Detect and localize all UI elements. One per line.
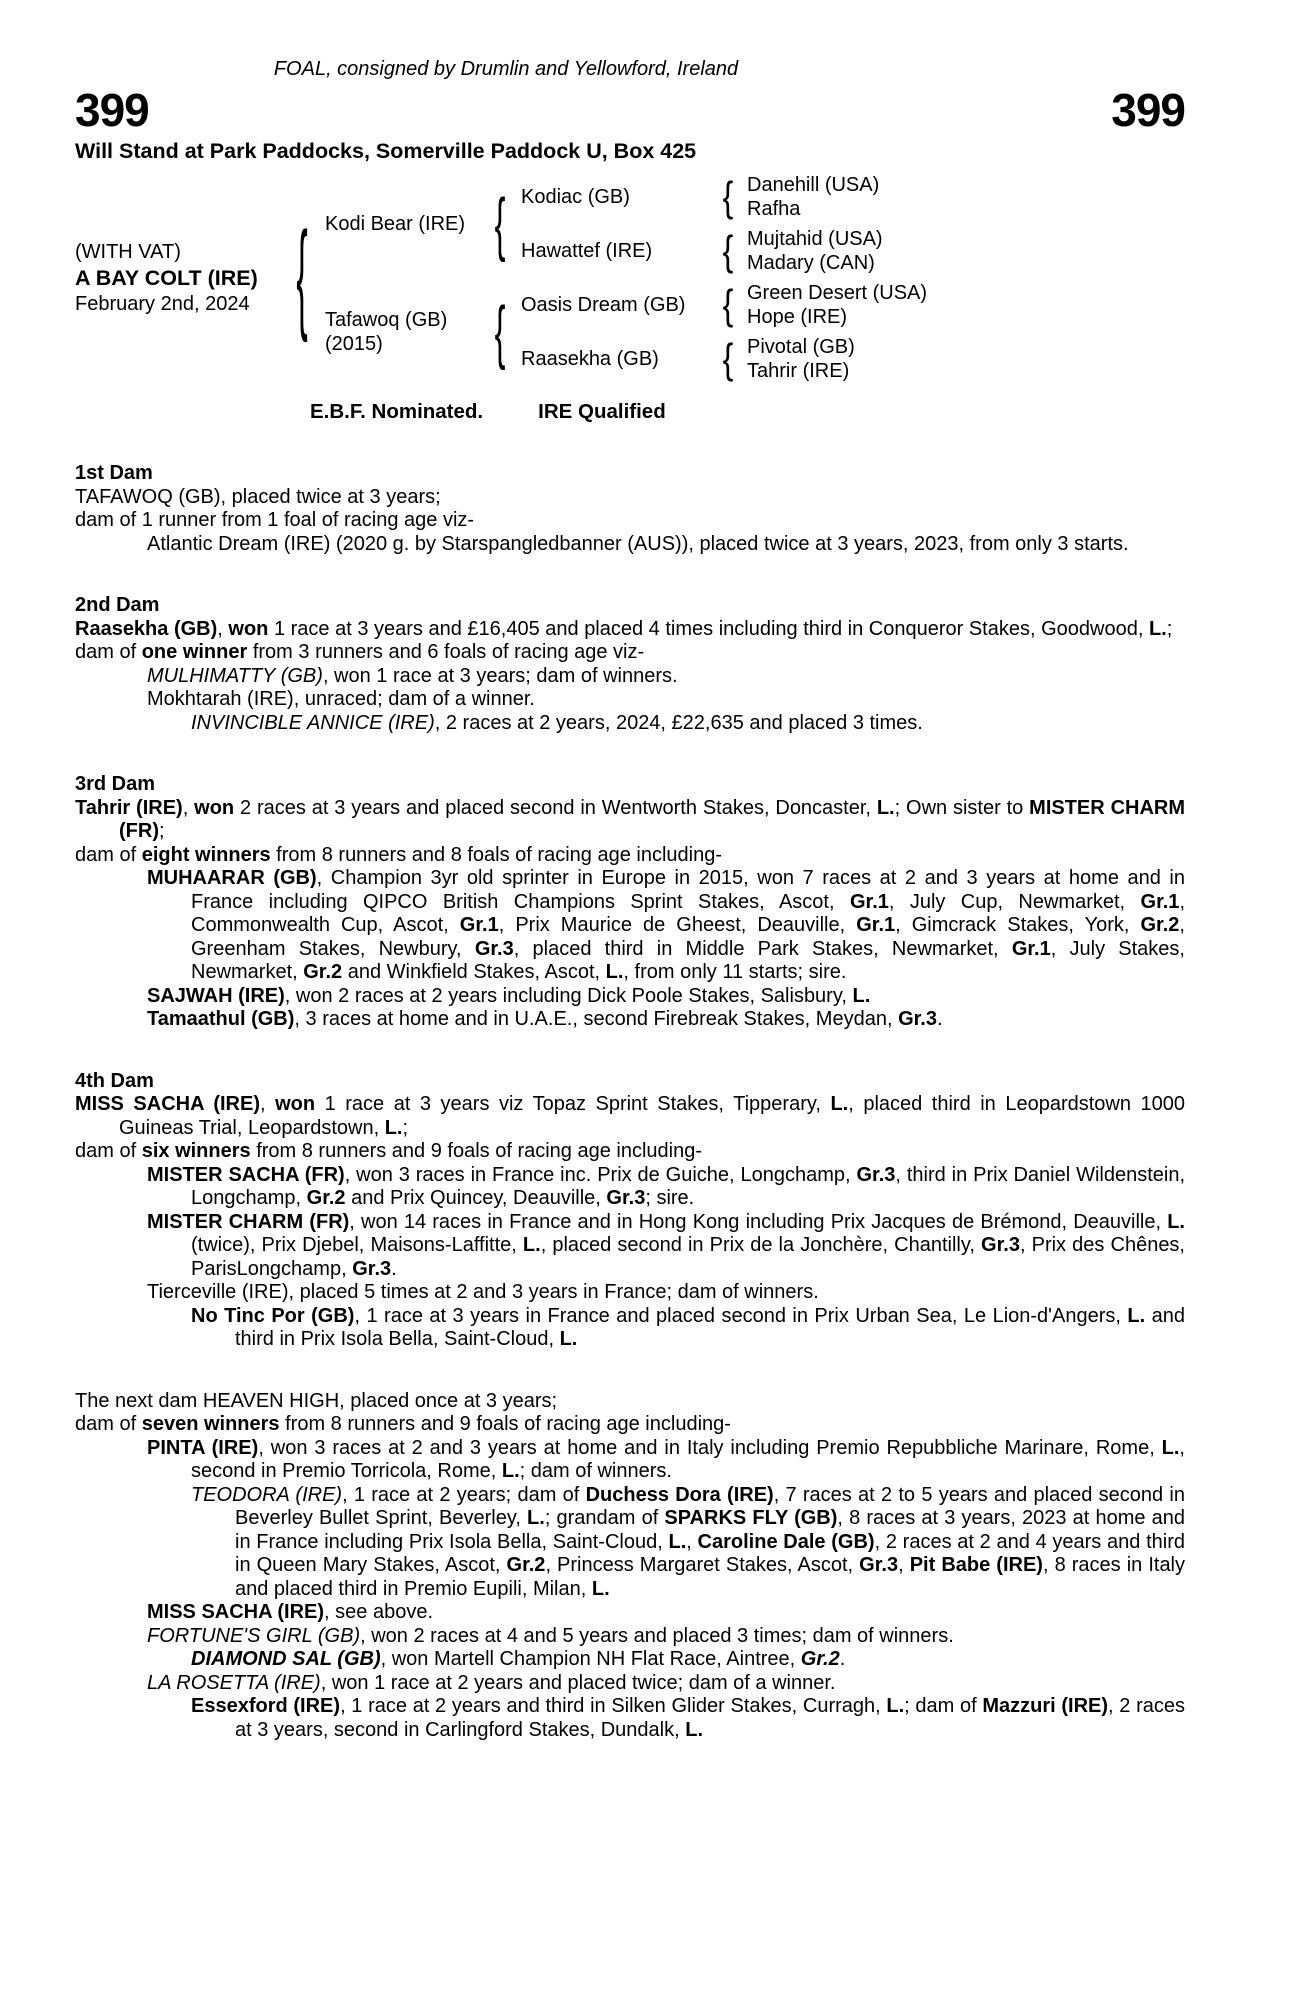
text-segment: won	[228, 617, 269, 640]
text-segment: Gr.1	[459, 914, 499, 936]
text-segment: ; Own sister to	[894, 796, 1030, 819]
catalog-paragraph	[75, 1625, 1185, 1649]
catalog-paragraph	[75, 797, 1185, 844]
text-segment: SAJWAH (IRE)	[147, 984, 285, 1007]
vat-note: (WITH VAT)	[75, 241, 181, 263]
text-segment: MULHIMATTY (GB)	[147, 664, 323, 687]
text-segment: , Gimcrack Stakes, York,	[895, 914, 1141, 936]
sire-dam-branch	[521, 224, 883, 278]
text-segment: .	[839, 1648, 846, 1670]
text-segment: L.	[852, 984, 871, 1007]
ebf-nominated-label: E.B.F. Nominated.	[310, 400, 484, 423]
text-segment: ,	[217, 617, 229, 640]
stand-line: Will Stand at Park Paddocks, Somerville Paddock U, Box 425	[75, 139, 697, 163]
text-segment: L.	[384, 1116, 403, 1139]
text-segment: won	[275, 1093, 316, 1115]
text-segment: , third in Prix Daniel Wildenstein, Longchamp,	[191, 1163, 1185, 1209]
text-segment: Gr.2	[800, 1648, 840, 1670]
text-segment: Gr.1	[1140, 890, 1180, 913]
text-segment: INVINCIBLE ANNICE (IRE)	[191, 711, 435, 734]
ped-name-dam-sire: Oasis Dream (GB)	[521, 293, 686, 316]
text-segment: L.	[1148, 617, 1167, 640]
text-segment: L.	[1127, 1304, 1146, 1327]
text-segment: , 1 race at 3 years in France and placed second in Prix Urban Sea, Le Lion-d'Angers,	[354, 1304, 1128, 1327]
ped-name-dam-sire-sire: Green Desert (USA)	[747, 282, 928, 304]
text-segment: L.	[605, 961, 624, 983]
dam-heading: 2nd Dam	[75, 594, 160, 616]
text-segment: MISTER SACHA (FR)	[147, 1163, 345, 1186]
text-segment: MISS SACHA (IRE)	[147, 1601, 325, 1623]
dam-section	[75, 1070, 1185, 1352]
catalog-paragraph	[75, 688, 1185, 712]
text-segment: Gr.3	[352, 1257, 392, 1280]
catalog-paragraph	[75, 1672, 1185, 1696]
text-segment: , July Stakes, Newmarket,	[191, 937, 1185, 983]
text-segment: L.	[522, 1234, 541, 1256]
catalog-paragraph	[75, 1601, 1185, 1625]
text-segment: , see above.	[324, 1601, 434, 1623]
pedigree-subject	[75, 239, 289, 317]
ped-name-sire: Kodi Bear (IRE)	[325, 213, 466, 235]
catalog-paragraph	[75, 641, 1185, 665]
pedigree-brace: {	[722, 280, 734, 328]
text-segment: and Winkfield Stakes, Ascot,	[342, 961, 606, 983]
text-segment: 1 race at 3 years viz Topaz Sprint Stakes, Tipperary,	[315, 1093, 831, 1115]
ire-qualified-label: IRE Qualified	[538, 400, 666, 423]
text-segment: Gr.3	[474, 937, 514, 960]
text-segment: Gr.1	[1011, 937, 1051, 960]
text-segment: MUHAARAR (GB)	[147, 867, 317, 889]
text-segment: , July Cup, Newmarket,	[888, 890, 1141, 913]
text-segment: , won Martell Champion NH Flat Race, Aintree,	[380, 1648, 801, 1670]
text-segment: L.	[559, 1328, 578, 1350]
text-segment: L.	[886, 1695, 905, 1717]
lot-row	[75, 84, 1185, 136]
text-segment: Gr.2	[1140, 914, 1180, 936]
catalog-paragraph	[75, 1093, 1185, 1140]
catalog-paragraph	[75, 1008, 1185, 1032]
catalog-paragraph	[75, 486, 1185, 510]
text-segment: from 8 runners and 9 foals of racing age including-	[279, 1413, 731, 1435]
ped-name-sire-sire-dam: Rafha	[747, 198, 801, 220]
text-segment: ,	[686, 1530, 698, 1553]
text-segment: , second in Premio Torricola, Rome,	[191, 1436, 1185, 1482]
text-segment: L.	[1167, 1210, 1185, 1233]
text-segment: , 1 race at 2 years and third in Silken Glider Stakes, Curragh,	[340, 1695, 887, 1717]
catalog-paragraph	[75, 844, 1185, 868]
text-segment: won	[194, 796, 235, 819]
ped-name-sire-sire: Kodiac (GB)	[521, 185, 630, 208]
ped-dam-year: (2015)	[325, 333, 383, 355]
text-segment: one winner	[141, 641, 248, 663]
text-segment: LA ROSETTA (IRE)	[147, 1671, 321, 1694]
text-segment: Gr.3	[898, 1008, 937, 1030]
catalog-paragraph	[75, 1390, 1185, 1414]
text-segment: SPARKS FLY (GB)	[664, 1507, 838, 1529]
text-segment: Gr.1	[849, 890, 889, 913]
text-segment: Gr.2	[306, 1187, 346, 1209]
text-segment: ,	[182, 796, 195, 819]
text-segment: Essexford (IRE)	[191, 1695, 341, 1717]
text-segment: L.	[591, 1577, 610, 1600]
text-segment: DIAMOND SAL (GB)	[191, 1648, 381, 1670]
text-segment: , won 1 race at 2 years and placed twice; dam of a winner.	[320, 1671, 836, 1694]
ped-name-dam-dam: Raasekha (GB)	[521, 347, 659, 370]
text-segment: , won 2 races at 4 and 5 years and placed 3 times; dam of winners.	[360, 1624, 954, 1647]
ped-name-sire-dam-dam: Madary (CAN)	[747, 252, 875, 274]
pedigree-brace: {	[722, 172, 734, 220]
text-segment: MISS SACHA (IRE)	[75, 1093, 260, 1115]
text-segment: MISTER CHARM (FR)	[119, 796, 1185, 842]
ped-name-dam-sire-dam: Hope (IRE)	[747, 306, 848, 328]
pedigree-brace: {	[722, 226, 734, 274]
dam-heading: 4th Dam	[75, 1069, 154, 1092]
text-segment: ; dam of winners.	[519, 1460, 672, 1482]
catalog-paragraph	[75, 1211, 1185, 1282]
text-segment: 2 races at 3 years and placed second in Wentworth Stakes, Doncaster,	[234, 796, 877, 819]
text-segment: (twice), Prix Djebel, Maisons-Laffitte,	[191, 1234, 523, 1256]
text-segment: from 8 runners and 8 foals of racing age including-	[270, 843, 722, 866]
catalog-paragraph	[75, 1648, 1185, 1672]
ped-name-sire-dam: Hawattef (IRE)	[521, 239, 653, 262]
text-segment: , 3 races at home and in U.A.E., second Firebreak Stakes, Meydan,	[294, 1008, 899, 1030]
text-segment: Tahrir (IRE)	[75, 796, 183, 819]
catalog-paragraph	[75, 533, 1185, 557]
text-segment: 1 race at 3 years and £16,405 and placed 4 times including third in Conqueror Stakes, Goodwood,	[268, 617, 1149, 640]
text-segment: , won 14 races in France and in Hong Kong including Prix Jacques de Brémond, Deauville,	[349, 1210, 1168, 1233]
text-segment: , won 2 races at 2 years including Dick Poole Stakes, Salisbury,	[284, 984, 853, 1007]
catalog-paragraph	[75, 1437, 1185, 1484]
text-segment: .	[391, 1257, 397, 1280]
catalog-paragraph	[75, 509, 1185, 533]
text-segment: TEODORA (IRE)	[191, 1483, 343, 1506]
text-segment: L.	[685, 1718, 704, 1741]
text-segment: MISTER CHARM (FR)	[147, 1210, 350, 1233]
text-segment: Caroline Dale (GB)	[697, 1530, 875, 1553]
text-segment: ; dam of	[904, 1695, 983, 1717]
pedigree-generation-1	[325, 170, 927, 386]
text-segment: , 1 race at 2 years; dam of	[342, 1483, 586, 1506]
dam-section	[75, 773, 1185, 1032]
lot-number-left: 399	[75, 84, 149, 136]
text-segment: Duchess Dora (IRE)	[585, 1483, 774, 1506]
text-segment: L.	[876, 796, 895, 819]
text-segment: No Tinc Por (GB)	[191, 1304, 355, 1327]
text-segment: PINTA (IRE)	[147, 1436, 259, 1459]
text-segment: Gr.3	[981, 1234, 1020, 1256]
text-segment: L.	[1161, 1436, 1180, 1459]
text-segment: Pit Babe (IRE)	[909, 1554, 1043, 1576]
text-segment: Raasekha (GB)	[75, 617, 218, 640]
text-segment: ;	[402, 1116, 409, 1139]
text-segment: , 2 races at 3 years, second in Carlingford Stakes, Dundalk,	[235, 1695, 1185, 1741]
sire-branch	[325, 170, 927, 278]
text-segment: , 8 races in Italy and placed third in Premio Eupili, Milan,	[235, 1554, 1186, 1600]
dam-dam-branch	[521, 332, 927, 386]
catalog-paragraph	[75, 867, 1185, 985]
text-segment: dam of 1 runner from 1 foal of racing age viz-	[75, 509, 475, 531]
text-segment: ,	[898, 1554, 910, 1576]
text-segment: The next dam HEAVEN HIGH, placed once at 3 years;	[75, 1389, 558, 1412]
text-segment: , Greenham Stakes, Newbury,	[191, 914, 1185, 960]
ped-name-dam-dam-sire: Pivotal (GB)	[747, 336, 855, 358]
text-segment: , placed third in Leopardstown 1000 Guineas Trial, Leopardstown,	[119, 1093, 1185, 1139]
pedigree-brace: {	[722, 334, 734, 382]
dam-heading: 1st Dam	[75, 462, 153, 484]
text-segment: and Prix Quincey, Deauville,	[345, 1187, 607, 1209]
pedigree-brace: {	[296, 209, 308, 344]
text-segment: ;	[1166, 617, 1173, 640]
catalog-paragraph	[75, 1305, 1185, 1352]
text-segment: , placed second in Prix de la Jonchère, Chantilly,	[540, 1234, 982, 1256]
text-segment: , 2 races at 2 years, 2024, £22,635 and placed 3 times.	[434, 711, 923, 734]
subject-name: A BAY COLT (IRE)	[75, 266, 258, 290]
catalog-paragraph	[75, 985, 1185, 1009]
text-segment: TAFAWOQ (GB), placed twice at 3 years;	[75, 485, 441, 508]
text-segment: Tierceville (IRE), placed 5 times at 2 and 3 years in France; dam of winners.	[147, 1281, 819, 1303]
text-segment: ;	[158, 820, 165, 842]
catalog-paragraph	[75, 618, 1185, 642]
text-segment: , won 1 race at 3 years; dam of winners.	[322, 664, 678, 687]
dam-section	[75, 462, 1185, 556]
sire-sire-branch	[521, 170, 883, 224]
catalog-paragraph	[75, 1695, 1185, 1742]
nomination-row	[75, 400, 1185, 424]
ped-name-sire-dam-sire: Mujtahid (USA)	[747, 228, 883, 250]
text-segment: , won 3 races at 2 and 3 years at home and in Italy including Premio Repubbliche Marinare, Rome,	[258, 1436, 1162, 1459]
text-segment: , Princess Margaret Stakes, Ascot,	[545, 1554, 860, 1576]
catalog-paragraph	[75, 1164, 1185, 1211]
text-segment: FORTUNE'S GIRL (GB)	[147, 1624, 361, 1647]
dam-sire-branch	[521, 278, 927, 332]
catalog-paragraph	[75, 1281, 1185, 1305]
pedigree-brace: {	[494, 291, 506, 371]
text-segment: and third in Prix Isola Bella, Saint-Cloud,	[235, 1304, 1185, 1350]
text-segment: ; grandam of	[544, 1507, 665, 1529]
dam-section	[75, 1390, 1185, 1743]
text-segment: from 8 runners and 9 foals of racing age including-	[250, 1140, 703, 1162]
ped-name-dam: Tafawoq (GB)	[325, 309, 448, 331]
foal-date: February 2nd, 2024	[75, 293, 250, 315]
text-segment: L.	[668, 1530, 687, 1553]
text-segment: Tamaathul (GB)	[147, 1008, 295, 1030]
pedigree-tree	[75, 170, 1185, 386]
text-segment: , 2 races at 2 and 4 years and third in Queen Mary Stakes, Ascot,	[235, 1530, 1185, 1576]
text-segment: Mokhtarah (IRE), unraced; dam of a winner.	[147, 688, 535, 710]
text-segment: , won 3 races in France inc. Prix de Guiche, Longchamp,	[344, 1163, 857, 1186]
text-segment: eight winners	[141, 843, 271, 866]
text-segment: , Prix Maurice de Gheest, Deauville,	[498, 914, 857, 936]
text-segment: dam of	[75, 1140, 142, 1162]
text-segment: Gr.3	[606, 1187, 646, 1209]
ped-name-sire-sire-sire: Danehill (USA)	[747, 174, 880, 196]
text-segment: L.	[830, 1093, 849, 1115]
text-segment: , placed third in Middle Park Stakes, Newmarket,	[513, 937, 1012, 960]
text-segment: Gr.3	[859, 1554, 899, 1576]
catalog-paragraph	[75, 665, 1185, 689]
text-segment: dam of	[75, 1413, 142, 1435]
text-segment: dam of	[75, 641, 142, 663]
text-segment: dam of	[75, 843, 142, 866]
text-segment: Gr.1	[856, 914, 896, 936]
text-segment: Gr.3	[856, 1163, 896, 1186]
catalog-paragraph	[75, 712, 1185, 736]
catalog-paragraph	[75, 1413, 1185, 1437]
ped-name-dam-dam-dam: Tahrir (IRE)	[747, 360, 850, 382]
text-segment: seven winners	[141, 1413, 280, 1435]
text-segment: Gr.2	[506, 1554, 546, 1576]
text-segment: , Champion 3yr old sprinter in Europe in 2015, won 7 races at 2 and 3 years at home and in France including QIPCO British Champions Sprint Stakes, Ascot,	[191, 867, 1185, 913]
dam-heading: 3rd Dam	[75, 773, 156, 795]
lot-number-right: 399	[1111, 84, 1185, 136]
text-segment: , Prix des Chênes, ParisLongchamp,	[191, 1234, 1185, 1280]
text-segment: six winners	[141, 1140, 251, 1162]
text-segment: , from only 11 starts; sire.	[623, 961, 847, 983]
catalog-paragraph	[75, 1484, 1185, 1602]
text-segment: Gr.2	[303, 961, 343, 983]
text-segment: , 8 races at 3 years, 2023 at home and in France including Prix Isola Bella, Saint-Cloud,	[235, 1507, 1186, 1553]
text-segment: from 3 runners and 6 foals of racing age viz-	[247, 641, 645, 663]
catalog-sections	[75, 462, 1185, 1742]
text-segment: .	[936, 1008, 943, 1030]
consignor-line: FOAL, consigned by Drumlin and Yellowford, Ireland	[273, 58, 739, 80]
catalog-paragraph	[75, 1140, 1185, 1164]
text-segment: ; sire.	[645, 1187, 695, 1209]
text-segment: , 7 races at 2 to 5 years and placed second in Beverley Bullet Sprint, Beverley,	[235, 1483, 1185, 1529]
text-segment: ,	[259, 1093, 276, 1115]
pedigree-brace: {	[494, 183, 506, 263]
dam-branch	[325, 278, 927, 386]
text-segment: Atlantic Dream (IRE) (2020 g. by Starspangledbanner (AUS)), placed twice at 3 years, 2023, from only 3 starts.	[147, 532, 1129, 555]
text-segment: Mazzuri (IRE)	[982, 1695, 1109, 1717]
dam-section	[75, 594, 1185, 735]
text-segment: , Commonwealth Cup, Ascot,	[191, 890, 1185, 936]
text-segment: L.	[501, 1460, 520, 1482]
text-segment: L.	[527, 1507, 545, 1529]
